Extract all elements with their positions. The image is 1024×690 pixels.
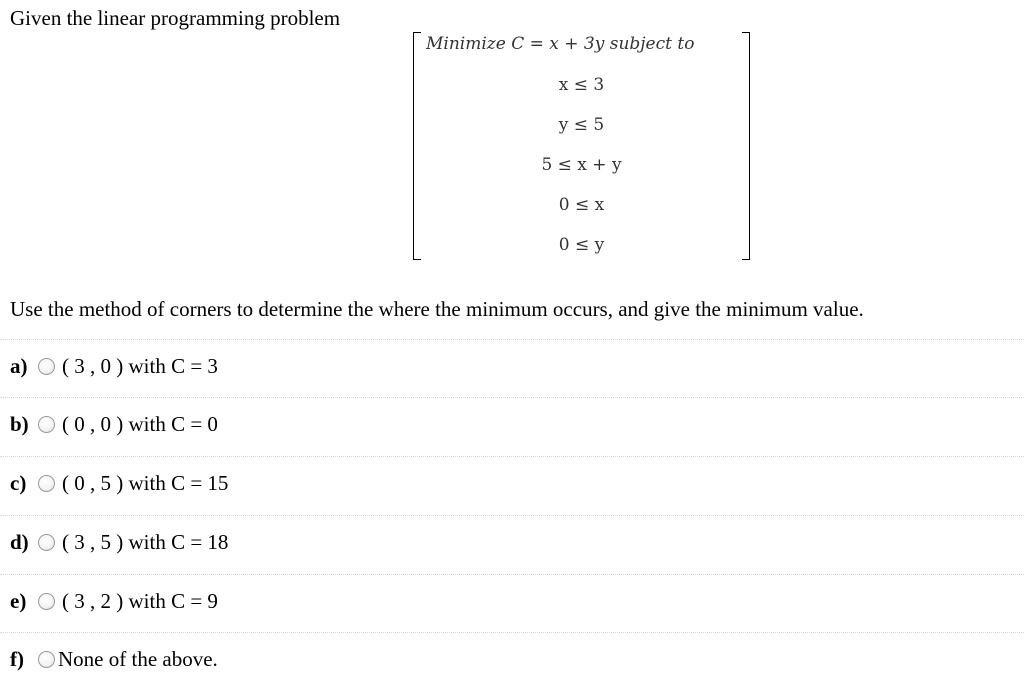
choice-f[interactable] <box>0 632 1024 690</box>
constraint-sum-min: 5 ≤ x + y <box>541 155 622 175</box>
choice-letter: e) <box>10 589 27 613</box>
constraint-x-max: x ≤ 3 <box>558 75 605 95</box>
choice-c[interactable] <box>0 456 1024 514</box>
choice-text[interactable]: ( 3 , 5 ) with C = 18 <box>62 530 229 554</box>
radio-button-icon[interactable] <box>38 651 55 668</box>
radio-button-icon[interactable] <box>38 534 55 551</box>
instructions: Use the method of corners to determine the where the minimum occurs, and give the minimum value. <box>10 297 864 321</box>
radio-button-icon[interactable] <box>38 416 55 433</box>
choice-text[interactable]: ( 0 , 0 ) with C = 0 <box>62 412 218 436</box>
choice-a[interactable] <box>0 339 1024 397</box>
constraint-y-nonneg: 0 ≤ y <box>558 235 605 255</box>
right-bracket <box>742 32 750 260</box>
radio-button-icon[interactable] <box>38 358 55 375</box>
problem-statement <box>413 32 750 260</box>
choice-b[interactable] <box>0 397 1024 455</box>
choice-letter: c) <box>10 471 27 495</box>
choice-text[interactable]: ( 0 , 5 ) with C = 15 <box>62 471 229 495</box>
choice-text[interactable]: ( 3 , 0 ) with C = 3 <box>62 354 218 378</box>
constraint-y-max: y ≤ 5 <box>558 115 605 135</box>
choice-text[interactable]: None of the above. <box>58 647 218 671</box>
choice-e[interactable] <box>0 574 1024 632</box>
constraint-x-nonneg: 0 ≤ x <box>558 195 605 215</box>
choice-letter: b) <box>10 412 29 436</box>
choice-d[interactable] <box>0 515 1024 573</box>
choice-text[interactable]: ( 3 , 2 ) with C = 9 <box>62 589 218 613</box>
choice-letter: d) <box>10 530 29 554</box>
question-title: Given the linear programming problem <box>10 6 341 30</box>
choice-letter: f) <box>10 647 24 671</box>
left-bracket <box>413 32 421 260</box>
choice-letter: a) <box>10 354 28 378</box>
objective-function: Minimize C = x + 3y subject to <box>426 34 695 54</box>
radio-button-icon[interactable] <box>38 475 55 492</box>
radio-button-icon[interactable] <box>38 593 55 610</box>
